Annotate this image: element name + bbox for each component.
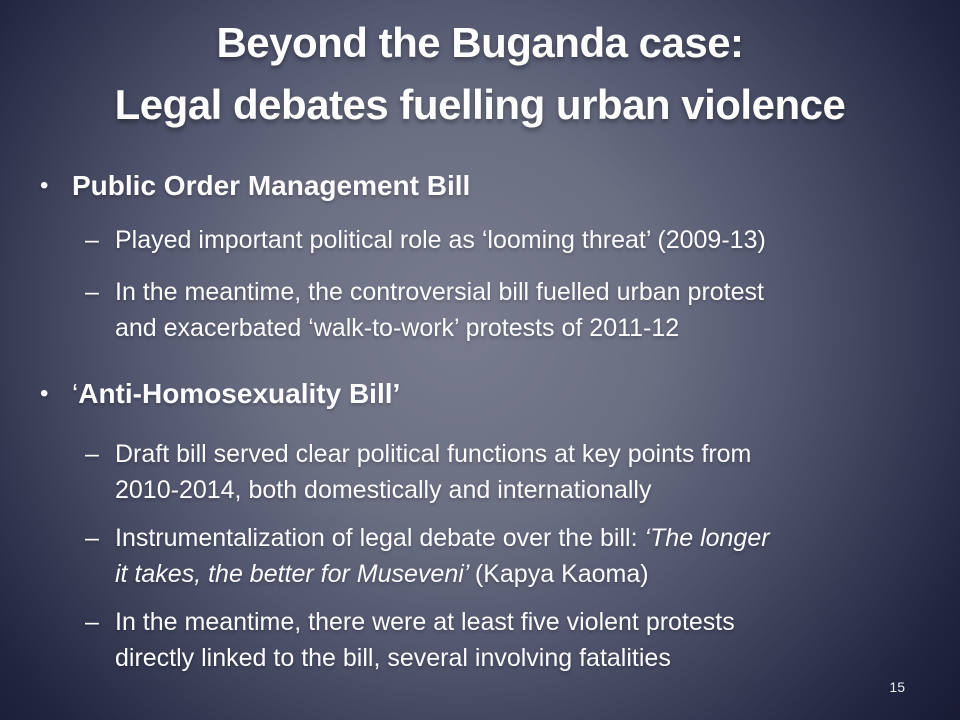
- text-line: it takes, the better for Museveni’ (Kapya Kaoma): [115, 560, 649, 588]
- dash-icon: –: [85, 524, 99, 552]
- italic-quote-text: ‘The longer: [644, 524, 770, 552]
- text-line: Instrumentalization of legal debate over the bill: ‘The longer: [115, 524, 770, 552]
- sub-bullet-item: [85, 274, 938, 346]
- bullet-heading: ‘Anti-Homosexuality Bill’: [72, 378, 401, 409]
- dash-icon: –: [85, 608, 99, 636]
- sub-bullet-text: [115, 436, 751, 508]
- dash-icon: –: [85, 440, 99, 468]
- bullet-icon: •: [40, 172, 49, 199]
- sub-bullet-item: [85, 436, 938, 508]
- text-line: In the meantime, the controversial bill fuelled urban protest: [115, 278, 764, 306]
- text-line: directly linked to the bill, several involving fatalities: [115, 644, 671, 672]
- dash-icon: –: [85, 226, 99, 254]
- sub-bullet-item: [85, 222, 938, 258]
- slide-title: [0, 12, 960, 136]
- bullet-item-public-order: [38, 166, 938, 206]
- text-line: and exacerbated ‘walk-to-work’ protests of 2011-12: [115, 314, 680, 342]
- bullet-item-anti-homosexuality: [38, 374, 938, 414]
- title-line-2: Legal debates fuelling urban violence: [114, 81, 846, 128]
- slide-body: [38, 166, 938, 676]
- text-line: 2010-2014, both domestically and internationally: [115, 476, 652, 504]
- bullet-heading: Public Order Management Bill: [72, 170, 471, 201]
- open-quote: ‘: [72, 378, 79, 409]
- text-line: Draft bill served clear political functions at key points from: [115, 440, 752, 468]
- page-number: 15: [889, 679, 905, 695]
- italic-quote-text: it takes, the better for Museveni’: [115, 560, 475, 588]
- text-line: Played important political role as ‘looming threat’ (2009-13): [115, 226, 766, 254]
- sub-bullet-item: [85, 520, 938, 592]
- sub-bullet-text: [115, 222, 766, 258]
- sub-bullet-text: [115, 604, 735, 676]
- sub-bullet-item: [85, 604, 938, 676]
- dash-icon: –: [85, 278, 99, 306]
- sub-bullet-text: [115, 520, 770, 592]
- text-line: In the meantime, there were at least five violent protests: [115, 608, 735, 636]
- bullet-icon: •: [40, 380, 49, 407]
- title-line-1: Beyond the Buganda case:: [216, 19, 744, 66]
- sub-bullet-text: [115, 274, 764, 346]
